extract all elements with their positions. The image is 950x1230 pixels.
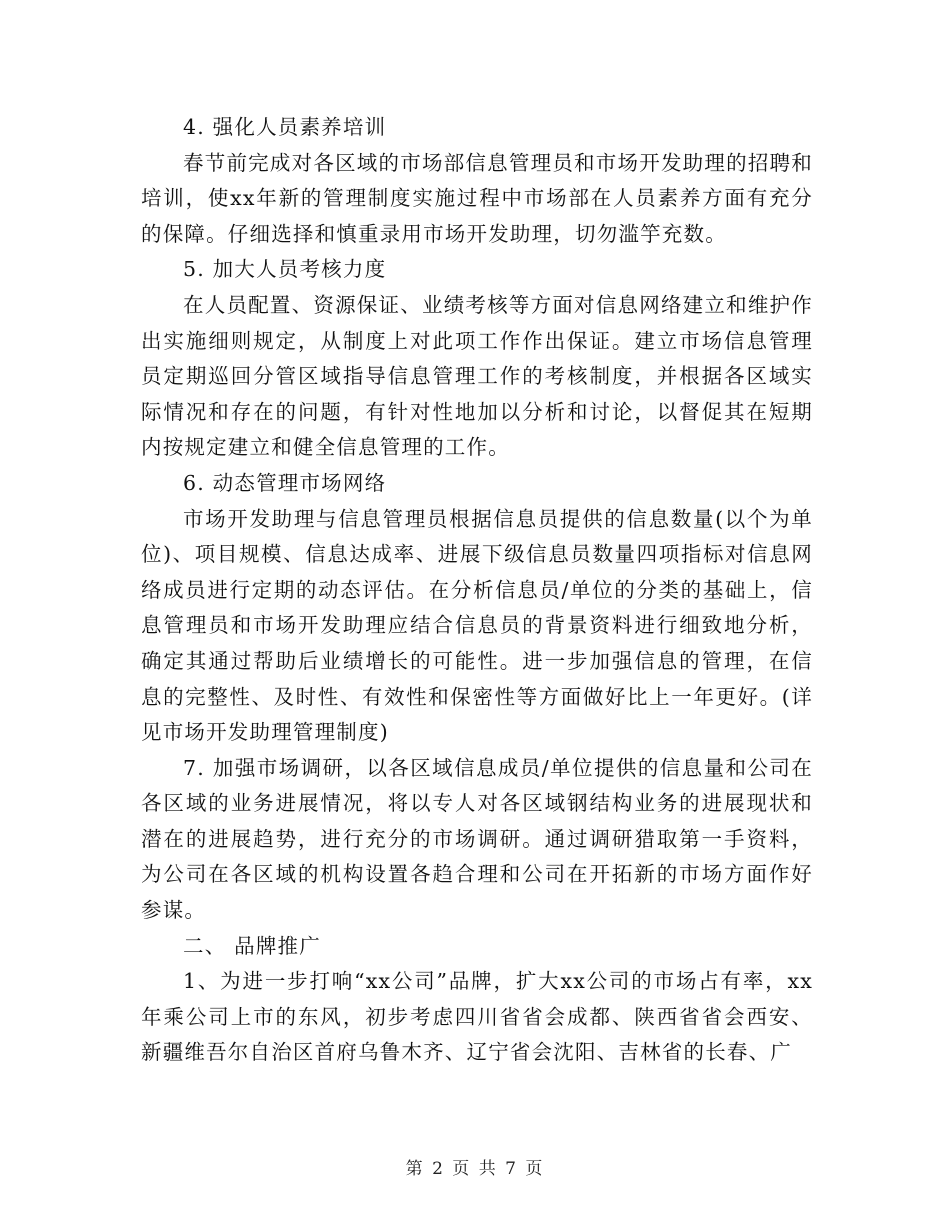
page-footer: 第 2 页 共 7 页 [405,1159,545,1179]
section-heading-6: 6. 动态管理市场网络 [183,470,387,495]
paragraph-training: 春节前完成对各区域的市场部信息管理员和市场开发助理的招聘和培训，使xx年新的管理制度实施过程中市场部在人员素养方面有充分的保障。仔细选择和慎重录用市场开发助理，切勿滥竽充数。 [141,150,813,246]
section-heading-brand: 二、 品牌推广 [183,933,321,958]
document-body [141,110,813,1071]
section-heading-5: 5. 加大人员考核力度 [183,257,387,282]
paragraph-market-research: 7. 加强市场调研，以各区域信息成员/单位提供的信息量和公司在各区域的业务进展情况，将以专人对各区域钢结构业务的进展现状和潜在的进展趋势，进行充分的市场调研。通过调研猎取第一手资料，为公司在各区域的机构设置各趋合理和公司在开拓新的市场方面作好参谋。 [141,755,813,923]
paragraph-brand-promotion: 1、为进一步打响“xx公司”品牌，扩大xx公司的市场占有率，xx年乘公司上市的东风，初步考虑四川省省会成都、陕西省省会西安、新疆维吾尔自治区首府乌鲁木齐、辽宁省会沈阳、吉林省的长春、广 [141,969,813,1065]
paragraph-dynamic-management: 市场开发助理与信息管理员根据信息员提供的信息数量(以个为单位)、项目规模、信息达成率、进展下级信息员数量四项指标对信息网络成员进行定期的动态评估。在分析信息员/单位的分类的基础上，信息管理员和市场开发助理应结合信息员的背景资料进行细致地分析，确定其通过帮助后业绩增长的可能性。进一步加强信息的管理，在信息的完整性、及时性、有效性和保密性等方面做好比上一年更好。(详见市场开发助理管理制度) [141,506,813,745]
section-heading-4: 4. 强化人员素养培训 [183,115,387,139]
paragraph-assessment: 在人员配置、资源保证、业绩考核等方面对信息网络建立和维护作出实施细则规定，从制度上对此项工作作出保证。建立市场信息管理员定期巡回分管区域指导信息管理工作的考核制度，并根据各区域实际情况和存在的问题，有针对性地加以分析和讨论，以督促其在短期内按规定建立和健全信息管理的工作。 [141,292,813,460]
